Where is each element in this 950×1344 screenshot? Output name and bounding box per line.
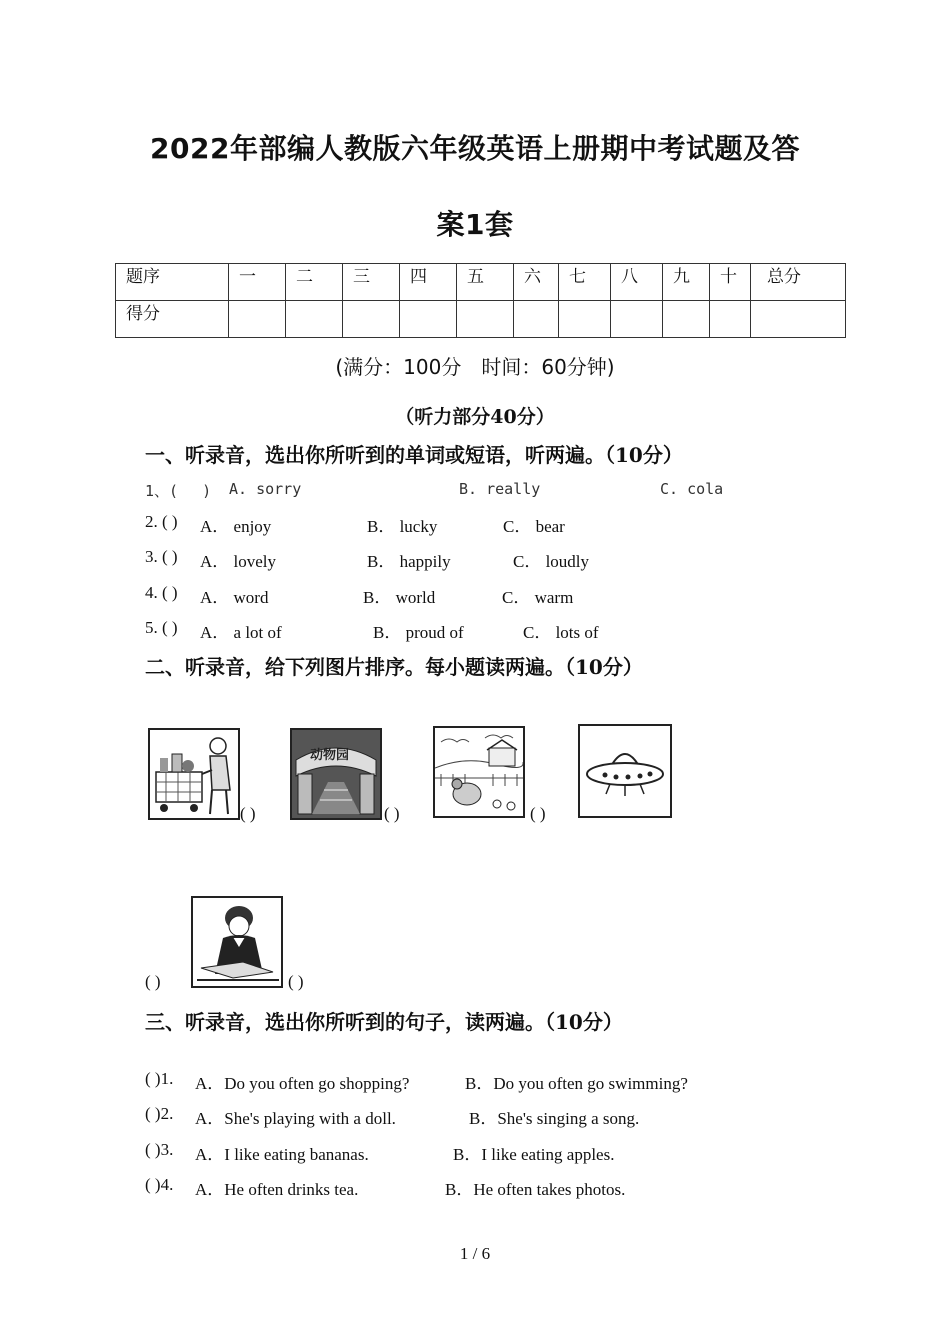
- farm-picture: [433, 726, 525, 818]
- woman-picture: [191, 896, 283, 988]
- option-b[interactable]: B．I like eating apples.: [453, 1145, 615, 1164]
- option-c[interactable]: C. cola: [660, 480, 724, 498]
- page-title: 2022年部编人教版六年级英语上册期中考试题及答: [150, 132, 800, 165]
- score-input-cell[interactable]: [343, 301, 400, 338]
- score-input-cell[interactable]: [663, 301, 710, 338]
- table-cell: 五: [457, 264, 514, 301]
- option-a[interactable]: A．Do you often go shopping?: [195, 1074, 410, 1093]
- table-cell: 一: [229, 264, 286, 301]
- page-number: 1 / 6: [459, 1244, 491, 1263]
- question-row: [145, 1069, 688, 1093]
- section2-heading: 二、听录音，给下列图片排序。每小题读两遍。（10分）: [145, 655, 643, 679]
- option-c[interactable]: C． bear: [503, 517, 565, 536]
- score-input-cell[interactable]: [457, 301, 514, 338]
- score-input-cell[interactable]: [751, 301, 846, 338]
- question-number: ( )4.: [145, 1175, 174, 1194]
- option-b[interactable]: B． happily: [367, 552, 451, 571]
- option-b[interactable]: B．She's singing a song.: [469, 1109, 640, 1128]
- zoo-sign-text: 动物园: [310, 748, 350, 763]
- table-cell: 八: [611, 264, 663, 301]
- question-number: 1、( ): [145, 482, 212, 500]
- score-time-note: (满分：100分 时间：60分钟): [335, 355, 615, 379]
- option-c[interactable]: C． warm: [502, 588, 574, 607]
- section3-heading: 三、听录音，选出你所听到的句子，读两遍。（10分）: [145, 1010, 623, 1034]
- option-b[interactable]: B． lucky: [367, 517, 438, 536]
- question-row: [145, 583, 574, 607]
- table-cell: 十: [710, 264, 751, 301]
- table-cell: 九: [663, 264, 710, 301]
- table-cell: 得分: [116, 301, 229, 338]
- option-a[interactable]: A． enjoy: [200, 517, 272, 536]
- table-cell: 七: [559, 264, 611, 301]
- score-table: [115, 263, 846, 338]
- question-row: [145, 1175, 626, 1199]
- option-a[interactable]: A. sorry: [229, 480, 302, 498]
- answer-blank[interactable]: ( ): [530, 804, 546, 823]
- farm-icon: [435, 728, 523, 816]
- page-title-line2: 案1套: [436, 208, 514, 241]
- question-row: [145, 512, 565, 536]
- question-number: ( )3.: [145, 1140, 174, 1159]
- option-a[interactable]: A． a lot of: [200, 623, 282, 642]
- section1-heading: 一、听录音，选出你所听到的单词或短语，听两遍。（10分）: [145, 443, 683, 467]
- answer-blank[interactable]: ( ): [384, 804, 400, 823]
- option-a[interactable]: A． lovely: [200, 552, 277, 571]
- question-number: ( )1.: [145, 1069, 174, 1088]
- table-cell: 三: [343, 264, 400, 301]
- answer-blank[interactable]: ( ): [240, 804, 256, 823]
- listening-part-label: （听力部分40分）: [395, 406, 555, 428]
- ufo-picture: [578, 724, 672, 818]
- option-b[interactable]: B． world: [363, 588, 436, 607]
- score-input-cell[interactable]: [229, 301, 286, 338]
- option-c[interactable]: C． lots of: [523, 623, 599, 642]
- question-number: 2. ( ): [145, 512, 178, 531]
- score-table-score-row: [116, 301, 846, 338]
- question-row: [145, 1140, 615, 1164]
- option-a[interactable]: A．She's playing with a doll.: [195, 1109, 396, 1128]
- option-b[interactable]: B． proud of: [373, 623, 464, 642]
- score-input-cell[interactable]: [611, 301, 663, 338]
- table-cell: 二: [286, 264, 343, 301]
- answer-blank[interactable]: ( ): [288, 972, 304, 991]
- ufo-icon: [580, 726, 670, 816]
- option-b[interactable]: B．Do you often go swimming?: [465, 1074, 688, 1093]
- question-row: [145, 547, 590, 571]
- zoo-gate-picture: [290, 728, 382, 820]
- option-b[interactable]: B．He often takes photos.: [445, 1180, 626, 1199]
- table-cell: 四: [400, 264, 457, 301]
- option-a[interactable]: A． word: [200, 588, 269, 607]
- score-table-header-row: [116, 264, 846, 301]
- question-row: [145, 618, 599, 642]
- answer-blank[interactable]: ( ): [145, 972, 161, 991]
- score-input-cell[interactable]: [710, 301, 751, 338]
- question-number: 4. ( ): [145, 583, 178, 602]
- table-cell: 六: [514, 264, 559, 301]
- question-row: [145, 480, 724, 501]
- score-input-cell[interactable]: [286, 301, 343, 338]
- question-number: 3. ( ): [145, 547, 178, 566]
- option-a[interactable]: A．He often drinks tea.: [195, 1180, 359, 1199]
- woman-reading-icon: [193, 898, 281, 986]
- question-number: ( )2.: [145, 1104, 174, 1123]
- score-input-cell[interactable]: [559, 301, 611, 338]
- option-c[interactable]: C． loudly: [513, 552, 590, 571]
- shopping-cart-picture: [148, 728, 240, 820]
- question-row: [145, 1104, 640, 1128]
- shopping-cart-icon: [150, 730, 238, 818]
- table-cell: 总分: [751, 264, 846, 301]
- table-cell: 题序: [116, 264, 229, 301]
- score-input-cell[interactable]: [514, 301, 559, 338]
- option-b[interactable]: B. really: [459, 480, 541, 498]
- score-input-cell[interactable]: [400, 301, 457, 338]
- option-a[interactable]: A．I like eating bananas.: [195, 1145, 369, 1164]
- question-number: 5. ( ): [145, 618, 178, 637]
